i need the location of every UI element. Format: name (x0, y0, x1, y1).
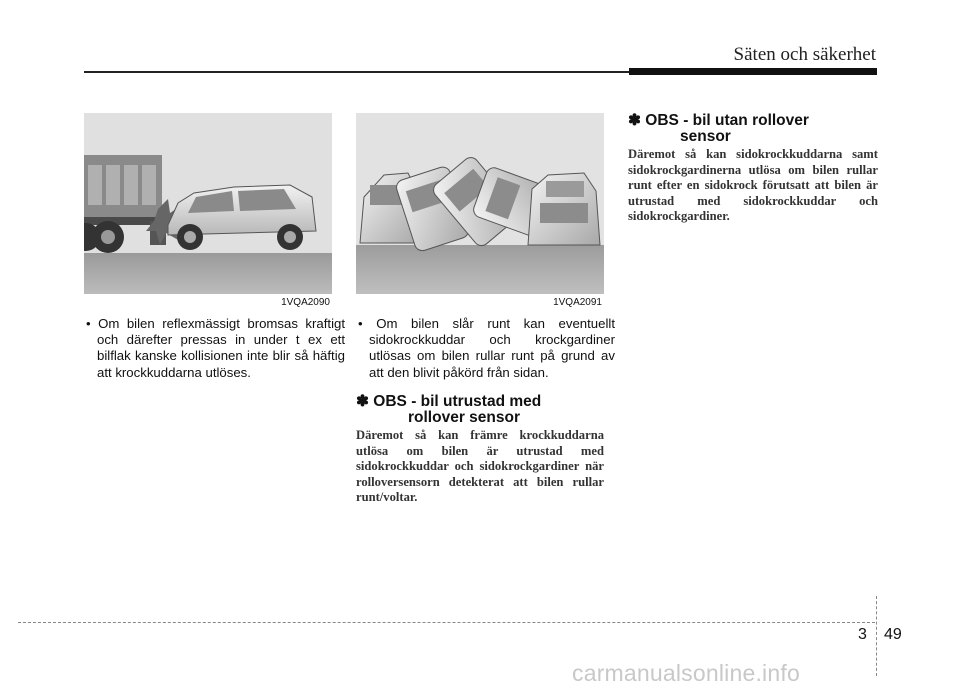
watermark: carmanualsonline.info (572, 660, 800, 686)
footer-rule (18, 622, 875, 623)
section-title: Säten och säkerhet (733, 44, 876, 65)
bullet-paragraph-rollover: • Om bilen slår runt kan eventuellt sidokrockkuddar och krockgardiner utlösas om bilen rullar runt på grund av att den blivit påkörd från sidan. (358, 316, 615, 380)
chapter-number: 3 (858, 626, 867, 643)
figure-code: 1VQA2090 (281, 297, 330, 308)
note-body-with-sensor: Däremot så kan främre krockkuddarna utlösa om bilen är utrustad med sidokrockkuddar och sidokrockgardiner när rolloversensorn detekterat att bilen rullar runt/voltar. (356, 428, 604, 505)
header-rule-thick (629, 68, 877, 75)
page-number: 49 (884, 626, 902, 643)
note-title-line2: rollover sensor (408, 409, 520, 426)
rollover-illustration (356, 113, 604, 309)
header-rule (84, 71, 629, 73)
truck-collision-illustration (84, 113, 332, 309)
note-title-line1: ✽ OBS - bil utrustad med (356, 393, 542, 410)
note-body-without-sensor: Däremot så kan sidokrockkuddarna samt sidokrockgardinerna utlösa om bilen rullar runt efter en sidokrock förutsatt att bilen är utrustad med sidokrockkuddar och sidokrockgardiner. (628, 147, 878, 224)
figure-rollover (356, 113, 604, 309)
note-title-without-sensor (628, 113, 878, 145)
bullet-paragraph-braking: • Om bilen reflexmässigt bromsas kraftigt och därefter pressas in under t ex ett bilflak kanske kollisionen inte blir så häftig att krockkuddarna utlöses. (86, 316, 345, 380)
figure-truck-collision (84, 113, 332, 309)
note-title-line2: sensor (680, 128, 731, 145)
footer-divider (876, 596, 877, 676)
note-title-with-sensor (356, 394, 606, 426)
figure-code: 1VQA2091 (553, 297, 602, 308)
note-title-line1: ✽ OBS - bil utan rollover (628, 112, 809, 129)
